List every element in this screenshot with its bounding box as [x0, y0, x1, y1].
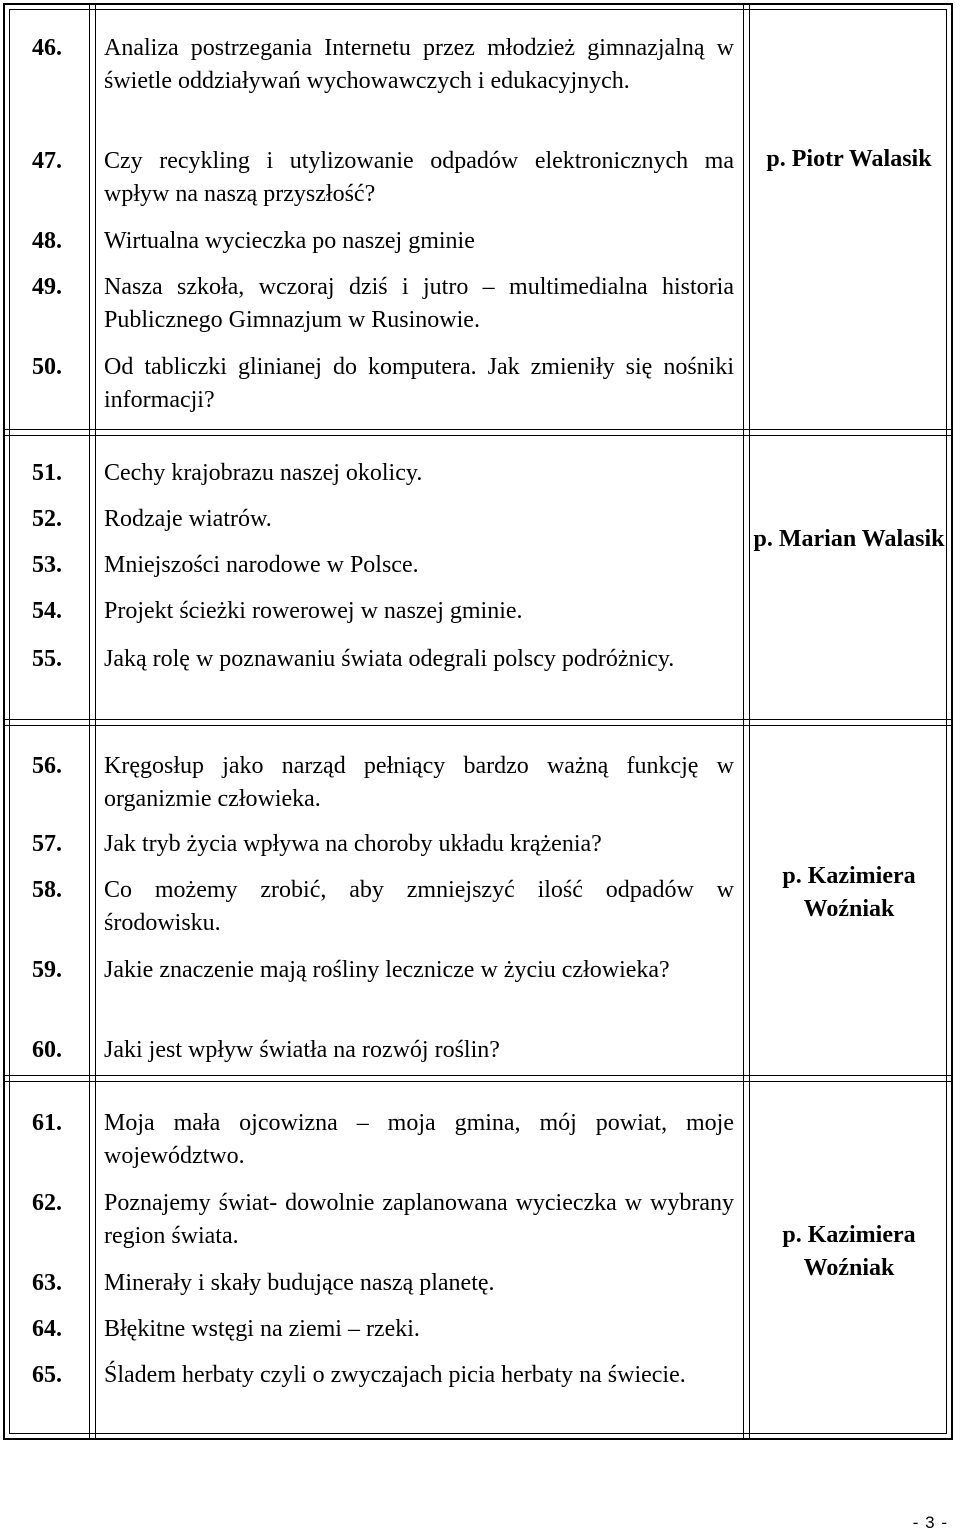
- column-divider: [89, 5, 90, 1438]
- topic-number: 56.: [32, 753, 62, 779]
- group-divider: [5, 1081, 951, 1082]
- topic-number: 48.: [32, 228, 62, 254]
- topic-number: 57.: [32, 831, 62, 857]
- topic-number: 52.: [32, 506, 62, 532]
- column-divider: [95, 5, 96, 1438]
- topic-title: Poznajemy świat- dowolnie zaplanowana wycieczka w wybrany region świata.: [104, 1190, 734, 1249]
- topic-title: Wirtualna wycieczka po naszej gminie: [104, 228, 475, 254]
- topic-title: Moja mała ojcowizna – moja gmina, mój powiat, moje województwo.: [104, 1110, 734, 1169]
- topic-title: Mniejszości narodowe w Polsce.: [104, 552, 419, 578]
- teacher-name: p. Marian Walasik: [753, 526, 945, 552]
- topic-number: 47.: [32, 148, 62, 174]
- group-divider: [5, 435, 951, 436]
- teacher-name: p. Piotr Walasik: [766, 146, 932, 172]
- column-divider: [749, 5, 750, 1438]
- topic-title: Jakie znaczenie mają rośliny lecznicze w życiu człowieka?: [104, 957, 670, 983]
- topic-title: Nasza szkoła, wczoraj dziś i jutro – multimedialna historia Publicznego Gimnazjum w Rusinowie.: [104, 274, 734, 333]
- group-divider: [5, 429, 951, 430]
- topic-title: Analiza postrzegania Internetu przez młodzież gimnazjalną w świetle oddziaływań wychowawczych i edukacyjnych.: [104, 35, 734, 94]
- topic-title: Błękitne wstęgi na ziemi – rzeki.: [104, 1316, 420, 1342]
- page-number: - 3 -: [912, 1513, 948, 1532]
- column-divider: [743, 5, 744, 1438]
- group-divider: [5, 719, 951, 720]
- topic-number: 60.: [32, 1037, 62, 1063]
- group-divider: [5, 1075, 951, 1076]
- topic-title: Kręgosłup jako narząd pełniący bardzo ważną funkcję w organizmie człowieka.: [104, 753, 734, 812]
- group-divider: [5, 725, 951, 726]
- topic-number: 46.: [32, 35, 62, 61]
- topic-number: 58.: [32, 877, 62, 903]
- topic-title: Rodzaje wiatrów.: [104, 506, 272, 532]
- topic-number: 49.: [32, 274, 62, 300]
- topic-title: Co możemy zrobić, aby zmniejszyć ilość odpadów w środowisku.: [104, 877, 734, 936]
- topic-number: 59.: [32, 957, 62, 983]
- topic-number: 53.: [32, 552, 62, 578]
- topic-title: Śladem herbaty czyli o zwyczajach picia herbaty na świecie.: [104, 1362, 686, 1388]
- topic-number: 50.: [32, 354, 62, 380]
- teacher-name: p. Kazimiera Woźniak: [782, 1222, 916, 1281]
- topic-number: 65.: [32, 1362, 62, 1388]
- teacher-name: p. Kazimiera Woźniak: [782, 863, 916, 922]
- topic-title: Projekt ścieżki rowerowej w naszej gminie.: [104, 598, 523, 624]
- topic-title: Minerały i skały budujące naszą planetę.: [104, 1270, 495, 1296]
- topic-number: 64.: [32, 1316, 62, 1342]
- topic-title: Jaką rolę w poznawaniu świata odegrali polscy podróżnicy.: [104, 646, 675, 672]
- topic-title: Jak tryb życia wpływa na choroby układu krążenia?: [104, 831, 602, 857]
- topic-number: 55.: [32, 646, 62, 672]
- topic-number: 51.: [32, 460, 62, 486]
- topic-title: Od tabliczki glinianej do komputera. Jak zmieniły się nośniki informacji?: [104, 354, 734, 413]
- topic-title: Jaki jest wpływ światła na rozwój roślin?: [104, 1037, 500, 1063]
- topic-title: Cechy krajobrazu naszej okolicy.: [104, 460, 423, 486]
- topic-title: Czy recykling i utylizowanie odpadów elektronicznych ma wpływ na naszą przyszłość?: [104, 148, 734, 207]
- topic-number: 62.: [32, 1190, 62, 1216]
- topic-number: 61.: [32, 1110, 62, 1136]
- topic-number: 54.: [32, 598, 62, 624]
- topic-number: 63.: [32, 1270, 62, 1296]
